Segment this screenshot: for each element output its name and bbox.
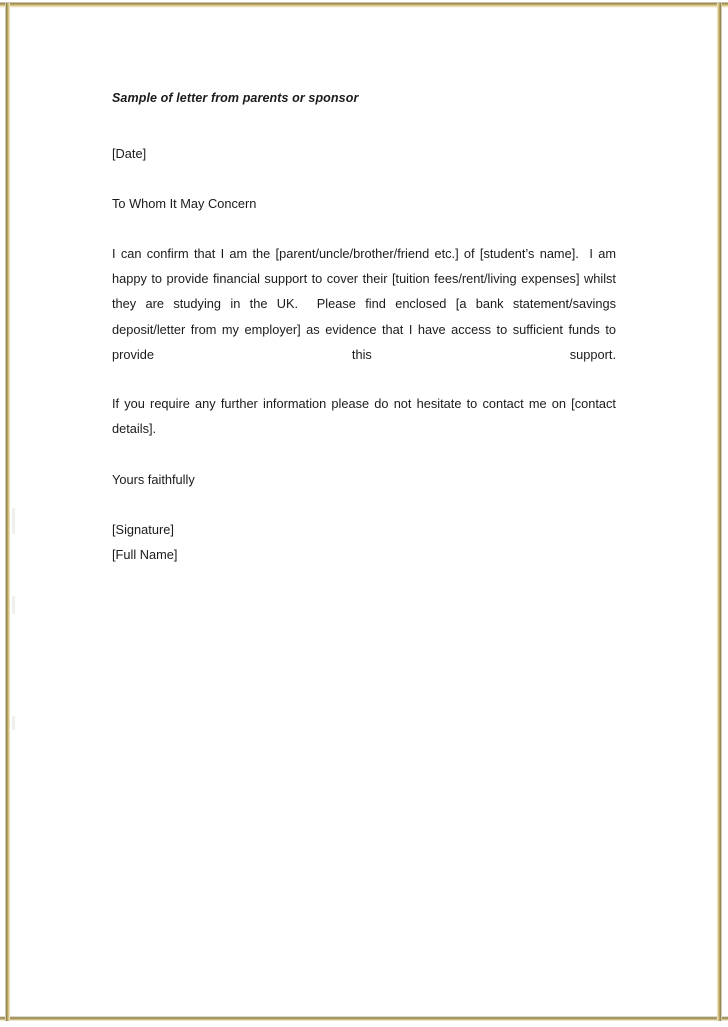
scan-artifact (12, 508, 15, 534)
closing-line: Yours faithfully (112, 472, 195, 487)
fullname-placeholder: [Full Name] (112, 547, 178, 562)
scan-artifact (12, 716, 15, 730)
body-paragraph-2: If you require any further information please do not hesitate to contact me on [contact details]. (112, 396, 616, 437)
page-border-left (5, 3, 10, 1021)
salutation-line: To Whom It May Concern (112, 196, 257, 211)
date-placeholder: [Date] (112, 146, 147, 161)
scan-artifact (12, 596, 15, 614)
page-border-bottom (0, 1016, 728, 1021)
page-border-top (0, 2, 728, 8)
signature-placeholder: [Signature] (112, 522, 174, 537)
page-border-right (717, 3, 722, 1021)
body-paragraph-1: I can confirm that I am the [parent/uncle/brother/friend etc.] of [student’s name]. I am happy to provide financial support to cover their [tuition fees/rent/living expenses] whilst they are studying in the UK. Please find enclosed [a bank statement/savings deposit/letter from my employer] as evidence that I have access to sufficient funds to provide this support. (112, 246, 616, 362)
document-title: Sample of letter from parents or sponsor (112, 91, 359, 105)
